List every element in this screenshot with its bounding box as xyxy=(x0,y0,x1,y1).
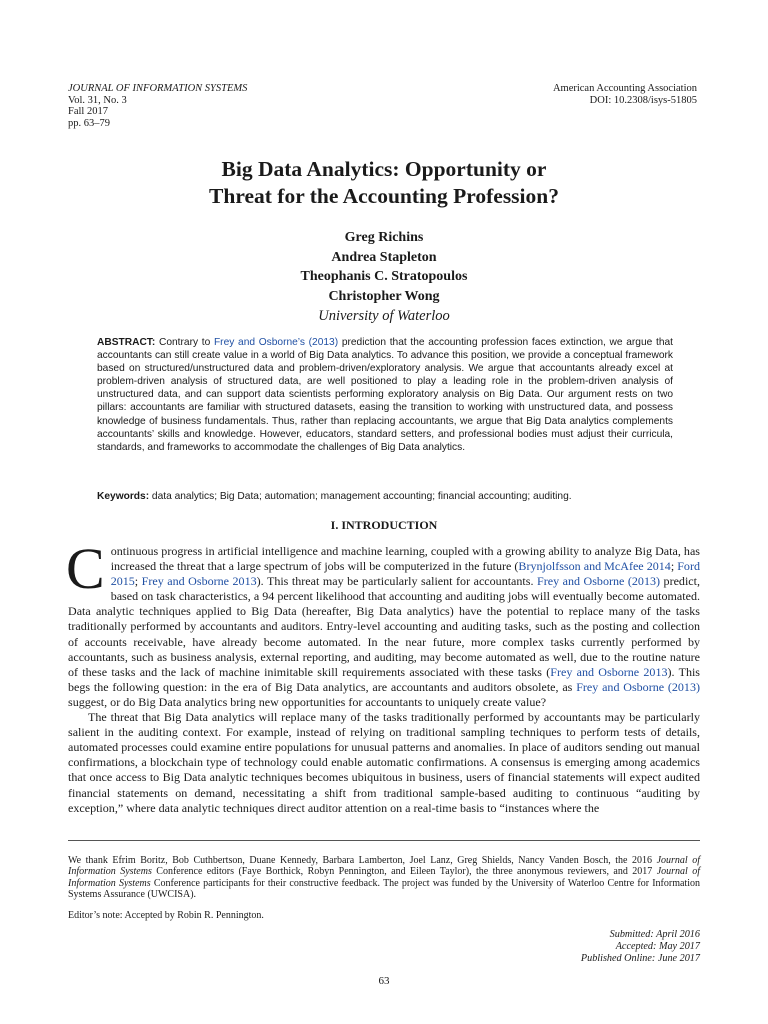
author-list xyxy=(0,228,768,306)
text: ; xyxy=(670,559,678,574)
citation-link[interactable]: Frey and Osborne 2013 xyxy=(141,574,257,589)
footnote-divider xyxy=(68,840,700,841)
text: Conference editors (Faye Borthick, Robyn Pennington, and Eileen Taylor), the three anonymous reviewers, and 2017 xyxy=(151,866,657,878)
citation-link[interactable]: Brynjolfsson and McAfee 2014 xyxy=(518,559,671,574)
keywords-label: Keywords: xyxy=(97,491,150,502)
citation-link[interactable]: Frey and Osborne (2013) xyxy=(537,574,661,589)
journal-name: JOURNAL OF INFORMATION SYSTEMS xyxy=(68,83,248,94)
text: ). This begs the following question: in the era of Big Data analytics, are accountants and auditors obsolete, as xyxy=(68,664,700,694)
affiliation: University of Waterloo xyxy=(318,308,450,324)
text: predict, based on task characteristics, a 94 percent likelihood that accounting and auditing jobs will eventually become automated. Data analytic techniques applied to Big Data (hereafter, Big Data analytics) have the potential to replace many of the tasks traditionally performed by accountants and auditors. Entry-level accounting and auditing tasks, such as the posting and collection of accounts receivable, have already become automated. In the near future, more complex tasks currently performed by accountants, such as business analysis, external reporting, and auditing, may become automated as well, due to the routine nature of these tasks and the lack of machine inimitable skill requirements associated with these tasks ( xyxy=(68,574,700,679)
author: Andrea Stapleton xyxy=(331,249,437,265)
submitted-date: Submitted: April 2016 xyxy=(609,929,700,940)
paragraph: The threat that Big Data analytics will replace many of the tasks traditionally performed by accountants may be particularly salient in the auditing context. For example, instead of relying on traditional sampling techniques to perform tests of details, automated processes could examine entire populations for unusual patterns and anomalies. In place of auditors sending out manual confirmations, a blockchain type of technology could enable automatic confirmations. A consensus is emerging among academics that once access to Big Data analytic techniques becomes ubiquitous in business, users of financial statements will expect audited financial statements on demand, necessitating a shift from traditional sample-based auditing to continuous “auditing by exception,” where data analytic techniques direct auditor attention on a real-time basis to “instances where the xyxy=(68,710,700,815)
abstract-text: prediction that the accounting profession faces extinction, we argue that accountants can still create value in a world of Big Data analytics. To advance this position, we provide a conceptual framework based on structured/unstructured data and problem-driven/exploratory analysis. We argue that accountants already excel at problem-driven analysis of structured data, are well positioned to play a leading role in the problem-driven analysis of unstructured data, and can support data scientists performing exploratory analysis on Big Data. Our argument rests on two pillars: accountants are familiar with structured datasets, easing the transition to working with unstructured data, and possess knowledge of business fundamentals. Thus, rather than replacing accountants, we argue that Big Data analytics complements accountants’ skills and knowledge. However, educators, standard setters, and professional bodies must adjust their curricula, standards, and frameworks to accommodate the challenges of Big Data analytics. xyxy=(97,337,673,453)
text: ; xyxy=(134,574,142,589)
paragraph xyxy=(66,536,700,710)
author: Theophanis C. Stratopoulos xyxy=(300,269,468,284)
abstract xyxy=(97,336,673,454)
editor-note: Editor’s note: Accepted by Robin R. Pennington. xyxy=(68,910,264,921)
title-line-1: Big Data Analytics: Opportunity or xyxy=(221,157,547,181)
text: Journal of Information Systems xyxy=(68,866,700,889)
author: Christopher Wong xyxy=(328,288,440,304)
citation-link[interactable]: Frey and Osborne’s (2013) xyxy=(213,337,339,348)
acknowledgement-footnote xyxy=(68,855,700,900)
journal-pages: pp. 63–79 xyxy=(68,117,110,129)
body-text xyxy=(66,536,700,816)
text: Conference participants for their constructive feedback. The project was funded by the University of Waterloo Centre for Information Systems Assurance (UWCISA). xyxy=(68,877,700,900)
drop-cap: C xyxy=(66,536,105,601)
keywords-text: data analytics; Big Data; automation; management accounting; financial accounting; auditing. xyxy=(149,491,572,502)
page-number: 63 xyxy=(378,975,390,987)
text: suggest, or do Big Data analytics bring new opportunities for accountants to uniquely create value? xyxy=(68,694,547,709)
journal-info xyxy=(68,83,247,129)
publication-dates xyxy=(581,929,700,965)
title-line-2: Threat for the Accounting Profession? xyxy=(209,184,559,208)
journal-volume: Vol. 31, No. 3 xyxy=(68,94,127,106)
abstract-text: Contrary to xyxy=(155,337,214,348)
publisher-name: American Accounting Association xyxy=(552,83,697,94)
section-heading: I. INTRODUCTION xyxy=(330,518,438,532)
journal-season: Fall 2017 xyxy=(68,106,108,117)
text: ). This threat may be particularly salient for accountants. xyxy=(256,574,538,589)
published-date: Published Online: June 2017 xyxy=(580,952,700,964)
citation-link[interactable]: Ford 2015 xyxy=(110,559,700,589)
text: ontinuous progress in artificial intelligence and machine learning, coupled with a growing ability to analyze Big Data, has increased the threat that a large spectrum of jobs will be computerized in the future ( xyxy=(110,544,700,574)
citation-link[interactable]: Frey and Osborne (2013) xyxy=(576,679,700,694)
doi: DOI: 10.2308/isys-51805 xyxy=(589,94,697,106)
text: We thank Efrim Boritz, Bob Cuthbertson, Duane Kennedy, Barbara Lamberton, Joel Lanz, Greg Shields, Nancy Vanden Bosch, the 2016 xyxy=(68,855,657,866)
abstract-label: ABSTRACT: xyxy=(97,337,156,348)
keywords xyxy=(97,490,687,503)
accepted-date: Accepted: May 2017 xyxy=(615,940,700,952)
text: Journal of Information Systems xyxy=(68,855,700,878)
publisher-info xyxy=(553,83,697,106)
author: Greg Richins xyxy=(344,230,424,245)
citation-link[interactable]: Frey and Osborne 2013 xyxy=(550,664,668,679)
paper-title xyxy=(0,156,768,210)
